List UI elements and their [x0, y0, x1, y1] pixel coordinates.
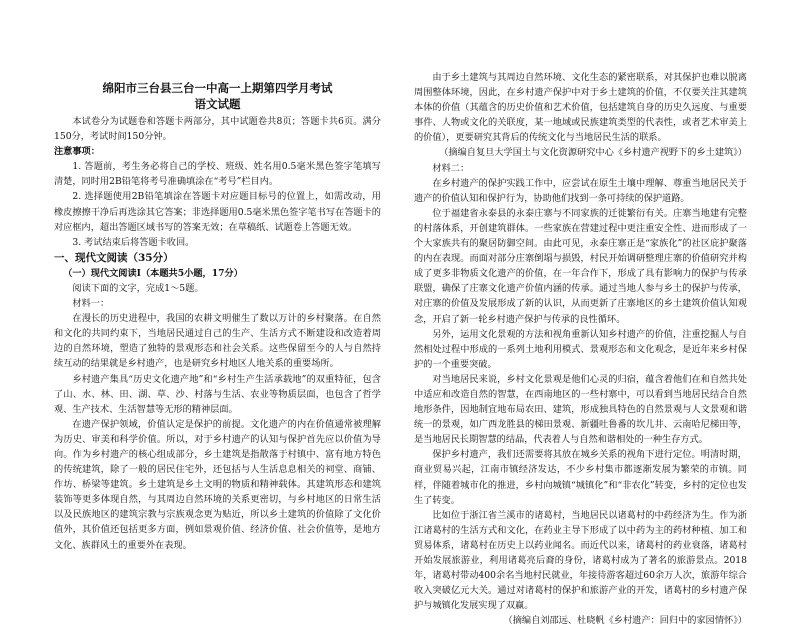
material1-paragraph: 乡村遗产集具“历史文化遗产地”和“乡村生产生活承载地”的双重特征，包含了山、水、林、田、湖、草、沙、村落与生活、农业等物质层面，也包含了哲学观、生产技术、生活智慧等无形的精神层面。 — [54, 373, 381, 415]
material2-paragraph: 另外，运用文化景观的方法和视角重新认知乡村遗产的价值，注重挖掘人与自然相处过程中形成的一系列土地利用模式、景观形态和文化观念，是近年来乡村保护的一个重要突破。 — [414, 328, 747, 370]
material1-paragraph: 由于乡土建筑与其周边自然环境、文化生态的紧密联系，对其保护也难以脱离周围整体环境，因此，在乡村遗产保护中对于乡土建筑的价值，不仅要关注其建筑本体的价值（其蕴含的历史价值和艺术价值，包括建筑自身的历史久远度、与重要事件、人物或文化的关联度，某一地域或民族建筑类型的代表性，或者艺术审美上的价值），更要研究其背后的传统文化与当地居民生活的联系。 — [414, 72, 747, 144]
material1-label: 材料一： — [72, 298, 110, 310]
notice-item-3: 3. 考试结束后将答题卡收回。 — [72, 236, 195, 248]
material2-paragraph: 比如位于浙江省兰溪市的诸葛村，当地居民以诸葛村的中药经济为生。作为浙江诸葛村的生活方式和文化，在药业主导下形成了以中药为主的药材种植、加工和贸易体系，诸葛村在历史上以药业闻名。而近代以来，诸葛村的药业衰落，诸葛村开始发展旅游业，利用诸葛亮后裔的身份，诸葛村成为了著名的旅游景点。2018年，诸葛村带动400余名当地村民就业，年接待游客超过60余万人次，旅游年综合收入突破亿元大关。通过对诸葛村的保护和旅游产业的开发，诸葛村的乡村遗产保护与城镇化发展实现了双赢。 — [414, 509, 747, 612]
material2-paragraph: 在乡村遗产的保护实践工作中，应尝试在原生土壤中理解、尊重当地居民关于遗产的价值认知和保护行为，协助他们找到一条可持续的保护道路。 — [414, 177, 747, 204]
material2-paragraph: 对当地居民来说，乡村文化景观是他们心灵的归宿，蕴含着他们在和自然共处中适应和改造自然的智慧，在西南地区的一些村寨中，可以看到当地居民结合自然地形条件，因地制宜地布局农田、建筑，形成独具特色的自然景观与人文景观和谐统一的景观，如广西龙胜县的梯田景观、新疆吐鲁番的坎儿井、云南哈尼梯田等，是当地居民长期智慧的结晶，代表着人与自然和谐相处的一种生存方式。 — [414, 373, 747, 446]
left-column — [54, 70, 381, 553]
material1-paragraph: 在漫长的历史进程中，我国的农耕文明催生了数以万计的乡村聚落。在自然和文化的共同约束下，当地居民通过自己的生产、生活方式不断建设和改造着周边的自然环境，塑造了独特的景观形态和社会关系。这些保留至今的人与自然持续互动的结果就是乡村遗产，也是研究乡村地区人地关系的重要场所。 — [54, 313, 381, 370]
section-heading: 一、现代文阅读（35分） — [54, 251, 174, 264]
notice-item-2: 2. 选择题使用2B铅笔填涂在答题卡对应题目标号的位置上，如需改动，用橡皮擦擦干净后再选涂其它答案；非选择题用0.5毫米黑色签字笔书写在答题卡的对应框内，超出答题区域书写的答案无效；在草稿纸、试题卷上答题无效。 — [54, 191, 381, 233]
notice-heading: 注意事项： — [54, 146, 100, 158]
material2-paragraph: 保护乡村遗产，我们还需要将其放在城乡关系的视角下进行定位。明清时期，商业贸易兴起，江南市镇经济发达，不少乡村集市都逐渐发展为繁荣的市镇。同样，伴随着城市化的推进，乡村向城镇“城镇化”和“非农化”转变，乡村的定位也发生了转变。 — [414, 449, 747, 506]
right-column — [414, 70, 747, 628]
material2-paragraph: 位于福建省永泰县的永泰庄寨与不同家族的迁徙繁衍有关。庄寨当地建有完整的村落体系，开创建筑群体。一些家族在营建过程中更注重安全性、进而形成了一个大家族共有的聚居防御空间。由此可见，永泰庄寨正是“家族化”的社区庇护聚落的内在表现。而面对部分庄寨倒塌与损毁，村民开始调研整理庄寨的价值研究并构成了更多非物质文化遗产的价值，在一年合作下，形成了具有影响力的保护与传承联盟，确保了庄寨文化遗产价值内涵的传承。通过当地人参与乡土的保护与传承，对庄寨的价值及发展形成了新的认识，从而更新了庄寨地区的乡土建筑价值认知观念，开启了新一轮乡村遗产保护与传承的良性循环。 — [414, 207, 747, 325]
reading-instruction: 阅读下面的文字，完成1～5题。 — [72, 282, 204, 294]
material1-source: （摘编自复旦大学国土与文化资源研究中心《乡村遗产视野下的乡土建筑》） — [439, 147, 747, 159]
material2-label: 材料二： — [432, 162, 470, 174]
notice-item-1: 1. 答题前，考生务必将自己的学校、班级、姓名用0.5毫米黑色签字笔填写清楚，同时用2B铅笔将考号准确填涂在“考号”栏目内。 — [54, 161, 381, 188]
material2-source: （摘编自刘邵远、杜晓帆《乡村遗产：回归中的家园情怀》） — [503, 615, 747, 627]
exam-title: 绵阳市三台县三台一中高一上期第四学月考试 — [102, 81, 333, 95]
intro-text: 本试卷分为试题卷和答题卡两部分，其中试题卷共8页；答题卡共6页。满分150分，考试时间150分钟。 — [54, 116, 381, 143]
exam-subtitle: 语文试题 — [194, 97, 241, 111]
subsection-heading: （一）现代文阅读Ⅰ（本题共5小题，17分） — [63, 267, 243, 279]
material1-paragraph: 在遗产保护领域，价值认定是保护的前提。文化遗产的内在价值通常被理解为历史、审美和科学价值。所以，对于乡村遗产的认知与保护首先应以价值为导向。作为乡村遗产的核心组成部分，乡土建筑是指散落于村镇中、富有地方特色的传统建筑，除了一般的居民住宅外，还包括与人生活息息相关的祠堂、商铺、作坊、桥梁等建筑。乡土建筑是乡土文明的物质和精神载体。其建筑形态和建筑装饰等更多体现自然，与其周边自然环境的关系更密切，与乡村地区的日常生活以及民族地区的建筑宗教与宗族观念更为贴近，所以乡土建筑的价值除了文化价值外，其价值还包括更多方面，例如景观价值、经济价值、社会价值等，是地方文化、族群风土的重要外在表现。 — [54, 418, 381, 551]
